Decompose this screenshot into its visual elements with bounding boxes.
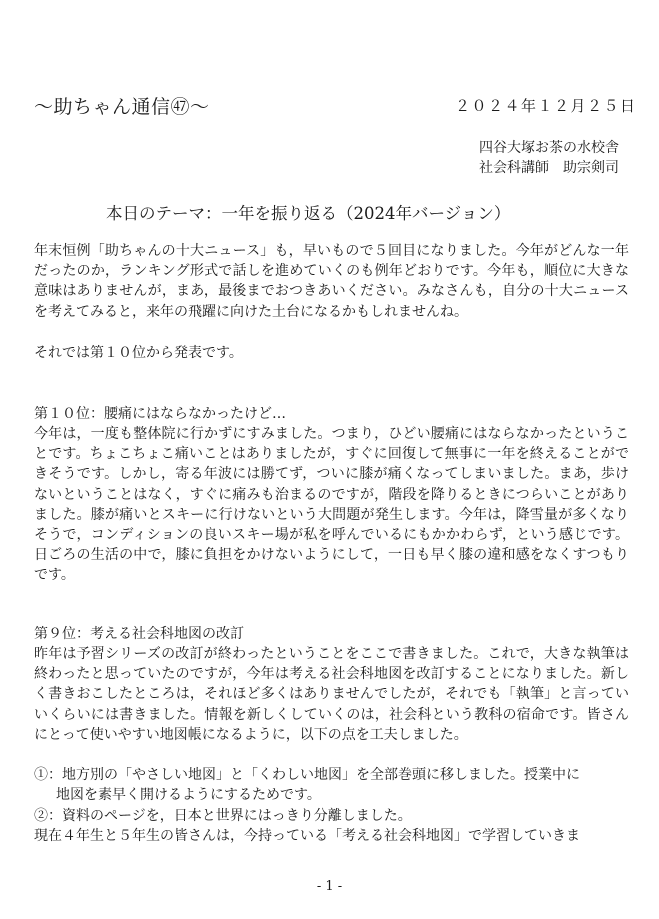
page-number: - 1 - xyxy=(316,879,343,894)
newsletter-title: ～助ちゃん通信㊼～ xyxy=(34,96,210,118)
rank9-heading: 第９位：考える社会科地図の改訂 xyxy=(34,626,244,642)
list-item-text: ①：地方別の「やさしい地図」と「くわしい地図」を全部巻頭に移しました。授業中に xyxy=(34,767,580,783)
rank9-continuation: 現在４年生と５年生の皆さんは，今持っている「考える社会科地図」で学習していきま xyxy=(34,828,580,844)
list-item-text-continued: 地図を素早く開けるようにするためです。 xyxy=(56,787,321,804)
rank10-body: 今年は，一度も整体院に行かずにすみました。つまり，ひどい腰痛にはならなかったということです。ちょこちょこ痛いことはありましたが，すぐに回復して無事に一年を終えることができそうです。しかし，寄る年波には勝てず，ついに膝が痛くなってしまいました。まあ，歩けないということはなく，すぐに痛みも治まるのですが，階段を降りるときにつらいことがありました。膝が痛いとスキーに行けないという大問題が発生します。今年は，降雪量が多くなりそうで，コンディションの良いスキー場が私を呼んでいるにもかかわらず，という感じです。日ごろの生活の中で，膝に負担をかけないようにして，一日も早く膝の違和感をなくすつもりです。 xyxy=(34,426,629,584)
issue-date: ２０２４年１２月２５日 xyxy=(455,97,637,115)
theme-heading: 本日のテーマ：一年を振り返る（2024年バージョン） xyxy=(106,204,511,223)
author-name: 社会科講師 助宗剣司 xyxy=(479,160,619,176)
intro-paragraph: 年末恒例「助ちゃんの十大ニュース」も，早いもので５回目になりました。今年がどんな一年だったのか，ランキング形式で話しを進めていくのも例年どおりです。今年も，順位に大きな意味はありませんが，まあ，最後までおつきあいください。みなさんも，自分の十大ニュースを考えてみると，来年の飛躍に向けた土台になるかもしれませんね。 xyxy=(34,243,629,320)
list-item: ②：資料のページを，日本と世界にはっきり分離しました。 xyxy=(34,808,412,824)
rank10-heading: 第１０位：腰痛にはならなかったけど… xyxy=(34,406,286,422)
intro-announcement: それでは第１０位から発表です。 xyxy=(34,345,243,361)
school-name: 四谷大塚お茶の水校舎 xyxy=(479,140,619,156)
rank9-body: 昨年は予習シリーズの改訂が終わったということをここで書きました。これで，大きな執筆は終わったと思っていたのですが，今年は考える社会科地図を改訂することになりました。新しく書きおこしたところは，それほど多くはありませんでしたが，それでも「執筆」と言っていいくらいには書きました。情報を新しくしていくのは，社会科という教科の宿命です。皆さんにとって使いやすい地図帳になるように，以下の点を工夫しました。 xyxy=(34,646,629,743)
list-item xyxy=(34,765,629,805)
